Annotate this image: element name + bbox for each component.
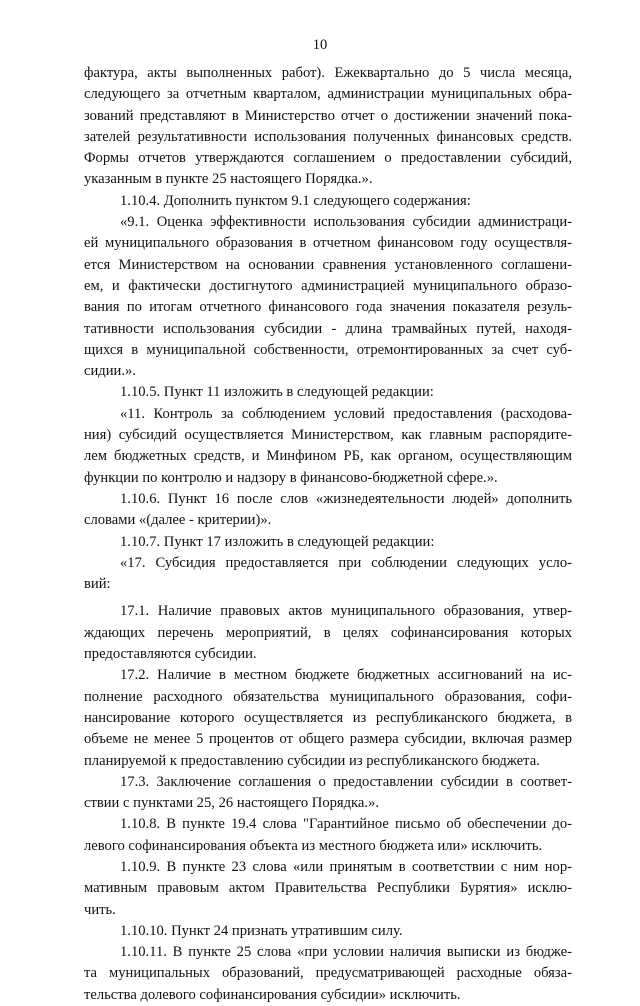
text-line: следующего за отчетным кварталом, администрации муниципальных обра- <box>84 86 572 103</box>
text-line: полнение расходного обязательства муниципального образования, софи- <box>84 688 572 705</box>
text-line: 1.10.10. Пункт 24 признать утратившим силу. <box>120 922 403 939</box>
text-line: 1.10.7. Пункт 17 изложить в следующей редакции: <box>120 533 435 550</box>
text-line: ется Министерством на основании сравнения установленного соглашени- <box>84 256 572 273</box>
text-line: 17.3. Заключение соглашения о предоставлении субсидии в соответ- <box>120 773 572 790</box>
text-line: 1.10.6. Пункт 16 после слов «жизнедеятельности людей» дополнить <box>120 490 572 507</box>
text-line: 17.2. Наличие в местном бюджете бюджетных ассигнований на ис- <box>120 667 572 684</box>
text-line: «11. Контроль за соблюдением условий предоставления (расходова- <box>120 405 572 422</box>
text-line: 17.1. Наличие правовых актов муниципального образования, утвер- <box>120 603 572 620</box>
text-line: тативности использования субсидии - длина трамвайных путей, находя- <box>84 320 572 337</box>
text-line: нансирование которого осуществляется из республиканского бюджета, в <box>84 709 572 726</box>
text-line: вий: <box>84 576 111 593</box>
text-line: зателей результативности использования полученных финансовых средств. <box>84 128 572 145</box>
text-line: лем бюджетных средств, и Минфином РБ, как органом, осуществляющим <box>84 448 572 465</box>
text-line: функции по контролю и надзору в финансово-бюджетной сфере.». <box>84 469 498 486</box>
text-line: щихся в муниципальной собственности, отремонтированных за счет суб- <box>84 341 572 358</box>
text-line: 1.10.5. Пункт 11 изложить в следующей редакции: <box>120 384 434 401</box>
text-line: ем, и фактически достигнутого администрацией муниципального образо- <box>84 277 572 294</box>
document-body <box>84 63 572 1006</box>
text-line: ей муниципального образования в отчетном финансовом году осуществля- <box>84 235 572 252</box>
text-line: предоставляются субсидии. <box>84 646 257 663</box>
text-line: планируемой к предоставлению субсидии из республиканского бюджета. <box>84 752 540 769</box>
text-line: 1.10.8. В пункте 19.4 слова "Гарантийное письмо об обеспечении до- <box>120 816 572 833</box>
page-number: 10 <box>312 37 328 53</box>
text-line: левого софинансирования объекта из местного бюджета или» исключить. <box>84 837 543 854</box>
text-line: 1.10.11. В пункте 25 слова «при условии наличия выписки из бюдже- <box>120 944 572 961</box>
text-line: объеме не менее 5 процентов от общего размера субсидии, включая размер <box>84 731 572 748</box>
text-line: та муниципальных образований, предусматривающей расходные обяза- <box>84 965 572 982</box>
text-line: чить. <box>84 901 116 918</box>
text-line: 1.10.9. В пункте 23 слова «или принятым в соответствии с ним нор- <box>120 858 572 875</box>
text-line: ствии с пунктами 25, 26 настоящего Порядка.». <box>84 795 379 812</box>
text-line: словами «(далее - критерии)». <box>84 512 272 529</box>
text-line: ния) субсидий осуществляется Министерством, как главным распорядите- <box>84 427 572 444</box>
text-line: «9.1. Оценка эффективности использования субсидии администраци- <box>120 214 572 231</box>
text-line: тельства долевого софинансирования субсидии» исключить. <box>84 986 461 1003</box>
text-line: зований представляют в Министерство отчет о достижении значений пока- <box>84 107 572 124</box>
text-line: фактура, акты выполненных работ). Ежеквартально до 5 числа месяца, <box>84 65 572 81</box>
text-line: «17. Субсидия предоставляется при соблюдении следующих усло- <box>120 554 572 571</box>
text-line: сидии.». <box>84 363 136 380</box>
text-line: 1.10.4. Дополнить пунктом 9.1 следующего содержания: <box>120 192 471 209</box>
text-line: Формы отчетов утверждаются соглашением о предоставлении субсидий, <box>84 150 572 167</box>
text-line: ждающих перечень мероприятий, в целях софинансирования которых <box>84 624 572 641</box>
text-line: мативным правовым актом Правительства Республики Бурятия» исклю- <box>84 880 572 897</box>
text-line: вания по итогам отчетного финансового года значения показателя резуль- <box>84 299 572 316</box>
text-line: указанным в пункте 25 настоящего Порядка.». <box>84 171 373 188</box>
